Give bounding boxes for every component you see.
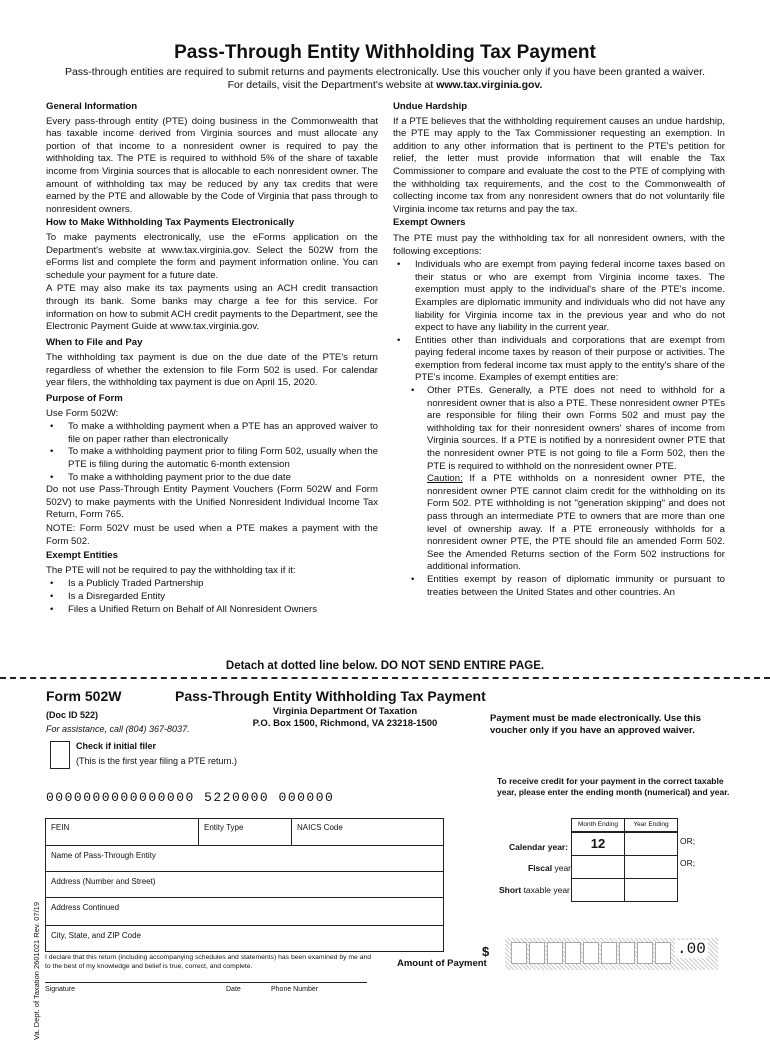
owners-caution [427, 473, 725, 574]
dept-name: Virginia Department Of Taxation [272, 706, 418, 717]
howto-text-2: A PTE may also make its tax payments using an ACH credit transaction through its bank. Some banks may charge a fee for this service. For information on how to submit ACH credit payments to the Department, see the Electronic Payment Guide at www.tax.virginia.gov. [46, 283, 378, 333]
assistance-text: For assistance, call (804) 367-8037. [46, 724, 190, 734]
initial-filer-checkbox[interactable] [50, 741, 70, 769]
payment-note: Payment must be made electronically. Use this voucher only if you have an approved waiver. [490, 713, 702, 736]
subtitle-line2 [20, 79, 750, 92]
digit-box [583, 942, 599, 964]
general-heading: General Information [46, 101, 138, 112]
city-field[interactable] [46, 925, 443, 951]
purpose-note-1: Do not use Pass-Through Entity Payment Vouchers (Form 502W and Form 502V) to make payments with the Unified Nonresident Individual Income Tax Return, Form 765. [46, 484, 378, 521]
purpose-list [46, 421, 378, 484]
general-text: Every pass-through entity (PTE) doing business in the Commonwealth that has taxable income derived from Virginia sources and must allocate any portion of that income to a nonresident owner is required to pay the withholding tax. The PTE is required to withhold 5% of the share of taxable income from Virginia sources that is allocable to each nonresident owner. The amount of withholding tax may be reduced by any tax credits that were earned by the PTE and allowable by the Code of Virginia that pass through to nonresident owners. [46, 115, 378, 215]
fiscal-rest: year [552, 863, 572, 873]
digit-box [565, 942, 581, 964]
or-label-2: OR; [680, 858, 696, 868]
purpose-note-2: NOTE: Form 502V must be used when a PTE makes a payment with the Form 502. [46, 523, 378, 547]
right-column [393, 101, 725, 599]
left-column [46, 101, 378, 616]
address-continued-label: Address Continued [51, 903, 120, 912]
exempt-list [46, 578, 378, 616]
signature-line[interactable] [45, 982, 367, 983]
naics-field[interactable] [291, 819, 444, 845]
page-subtitle [20, 66, 750, 92]
digit-box [619, 942, 635, 964]
signature-label: Signature [45, 986, 75, 993]
amount-cents: .00 [677, 940, 706, 958]
short-month-field[interactable] [572, 879, 625, 901]
hardship-heading: Undue Hardship [393, 101, 468, 112]
tax-year-box [571, 832, 678, 902]
list-item: • Individuals who are exempt from paying federal income taxes based on their status or who are exempt from Virginia income taxes. The exemption must apply to the individual's share of the PTE's income. Examples are diplomatic immunity and individuals who did not have any liability for Virginia income tax in the previous year and who do not expect to have any liability in the current year. [393, 259, 725, 335]
check-label: Check if initial filer [76, 741, 157, 751]
list-item: • Files a Unified Return on Behalf of All Nonresident Owners [46, 604, 378, 617]
year-ending-header: Year Ending [624, 818, 678, 832]
list-item: • To make a withholding payment prior to the due date [46, 472, 378, 485]
detach-line [0, 677, 770, 679]
page-title: Pass-Through Entity Withholding Tax Payment [174, 42, 596, 63]
form-name: Form 502W [46, 688, 122, 704]
howto-heading: How to Make Withholding Tax Payments Electronically [46, 217, 295, 229]
owners-sub-1: • Other PTEs. Generally, a PTE does not need to withhold for a nonresident owner that is also a PTE. These nonresident owner PTEs are responsible for filing their own Forms 502 and must pay the withholding tax for their nonresident owners' shares of income from Virginia sources. If a PTE is notified by a nonresident owner PTE that the nonresident owner PTE is not going to file a Form 502, then the PTE is required to withhold on the nonresident owner PTE. [427, 385, 725, 472]
fiscal-bold: Fiscal [528, 863, 553, 873]
caution-label: Caution: [427, 473, 463, 485]
amount-digit-boxes [511, 942, 671, 964]
owners-list [393, 259, 725, 599]
check-sub: (This is the first year filing a PTE return.) [76, 756, 238, 766]
scan-line: 0000000000000000 5220000 000000 [46, 790, 335, 805]
date-label: Date [226, 986, 241, 993]
list-item [393, 385, 725, 574]
fiscal-year-field[interactable] [625, 856, 677, 879]
side-revision-text: Va. Dept. of Taxation 2601021 Rev. 07/19 [32, 901, 41, 1040]
address-field[interactable] [46, 871, 443, 898]
hardship-text: If a PTE believes that the withholding requirement causes an undue hardship, the PTE may apply to the Tax Commissioner requesting an exemption. In addition to any other information that is pertinent to the PTE's petition for relief, the letter must provide information that will enable the Tax Commissioner to compare and evaluate the cost to the PTE of complying with the withholding tax requirements, and the cost to the Commonwealth of collecting income tax from any nonresident owners that do not voluntarily file Virginia income tax returns and pay the tax. [393, 115, 725, 215]
fein-label: FEIN [51, 823, 70, 832]
phone-label: Phone Number [271, 986, 319, 993]
voucher-title: Pass-Through Entity Withholding Tax Payment [175, 688, 486, 704]
howto-text-1: To make payments electronically, use the eForms application on the Department's website at www.tax.virginia.gov. Select the 502W from the eForms list and complete the form and payment information online. You can schedule your payment for a future date. [46, 231, 378, 281]
subtitle-line1: Pass-through entities are required to submit returns and payments electronically. Use this voucher only if you have been granted a waiver. [64, 66, 706, 78]
digit-box [547, 942, 563, 964]
calendar-month-field[interactable]: 12 [572, 833, 625, 856]
entity-type-label: Entity Type [204, 823, 244, 832]
or-label-1: OR; [680, 836, 696, 846]
declaration-text: I declare that this return (including accompanying schedules and statements) has been examined by me and to the best of my knowledge and belief is true, correct, and complete. [45, 954, 372, 970]
name-field[interactable] [46, 845, 443, 872]
city-label: City, State, and ZIP Code [51, 931, 141, 940]
fein-row [46, 819, 443, 846]
mailing-address: P.O. Box 1500, Richmond, VA 23218-1500 [252, 718, 438, 729]
exempt-intro: The PTE will not be required to pay the withholding tax if it: [46, 564, 296, 576]
digit-box [637, 942, 653, 964]
when-heading: When to File and Pay [46, 336, 143, 348]
short-year-label [499, 885, 570, 895]
digit-box [511, 942, 527, 964]
calendar-year-label: Calendar year: [509, 842, 569, 852]
purpose-intro: Use Form 502W: [46, 407, 119, 419]
list-item: • Is a Disregarded Entity [46, 591, 378, 604]
fiscal-year-label [528, 863, 571, 873]
calendar-year-field[interactable] [625, 833, 677, 856]
owners-intro: The PTE must pay the withholding tax for all nonresident owners, with the following exceptions: [393, 232, 725, 257]
exempt-heading: Exempt Entities [46, 550, 118, 562]
caution-text: If a PTE withholds on a nonresident owner PTE, the nonresident owner PTE cannot claim credit for the withholding on its Form 502. PTE withholding is not "generation skipping" and does not pass through an intermediate PTE to owners that are more than one level of ownership away. If a PTE erroneously withholds for a nonresident owner PTE, the PTE should file an amended Form 502. See the Amended Returns section of the Form 502 instructions for additional information. [427, 473, 725, 573]
digit-box [601, 942, 617, 964]
detach-notice: Detach at dotted line below. DO NOT SEND ENTIRE PAGE. [225, 660, 545, 672]
short-rest: taxable year [521, 885, 570, 895]
list-item: • To make a withholding payment prior to filing Form 502, usually when the PTE is filing during the automatic 6-month extension [46, 446, 378, 471]
list-item: • Entities exempt by reason of diplomatic immunity or pursuant to treaties between the United States and other countries. An [393, 574, 725, 599]
amount-label: Amount of Payment [397, 958, 487, 969]
address-continued-field[interactable] [46, 897, 443, 926]
entity-info-box [45, 818, 444, 952]
fiscal-month-field[interactable] [572, 856, 625, 879]
list-item: • To make a withholding payment when a PTE has an approved waiver to file on paper rather than electronically [46, 421, 378, 446]
list-item: • Is a Publicly Traded Partnership [46, 578, 378, 591]
dollar-sign: $ [482, 944, 490, 959]
digit-box [655, 942, 671, 964]
amount-field[interactable] [505, 938, 718, 970]
subtitle-text: For details, visit the Department's website at [227, 79, 437, 91]
short-year-field[interactable] [625, 879, 677, 901]
digit-box [529, 942, 545, 964]
year-header [571, 818, 677, 832]
entity-type-field[interactable] [198, 819, 292, 845]
naics-label: NAICS Code [297, 823, 343, 832]
credit-note: To receive credit for your payment in the correct taxable year, please enter the ending month (numerical) and year. [497, 776, 730, 797]
short-bold: Short [499, 885, 522, 895]
list-item: • Entities other than individuals and corporations that are exempt from paying federal income taxes by reason of their purpose or activities. The exemption from federal income tax must apply to the entity's share of the PTE's income. Examples of exempt entities are: [393, 335, 725, 385]
dept-address [230, 706, 460, 730]
name-label: Name of Pass-Through Entity [51, 851, 156, 860]
doc-id: (Doc ID 522) [46, 710, 99, 720]
website-link[interactable]: www.tax.virginia.gov. [436, 79, 543, 91]
month-ending-header: Month Ending [571, 818, 625, 832]
address-label: Address (Number and Street) [51, 877, 156, 886]
when-text: The withholding tax payment is due on the due date of the PTE's return regardless of whether the extension to file Form 502 is used. For calendar year filers, the withholding tax payment is due on April 15, 2020. [46, 352, 378, 389]
owners-heading: Exempt Owners [393, 217, 466, 229]
purpose-heading: Purpose of Form [46, 393, 123, 405]
